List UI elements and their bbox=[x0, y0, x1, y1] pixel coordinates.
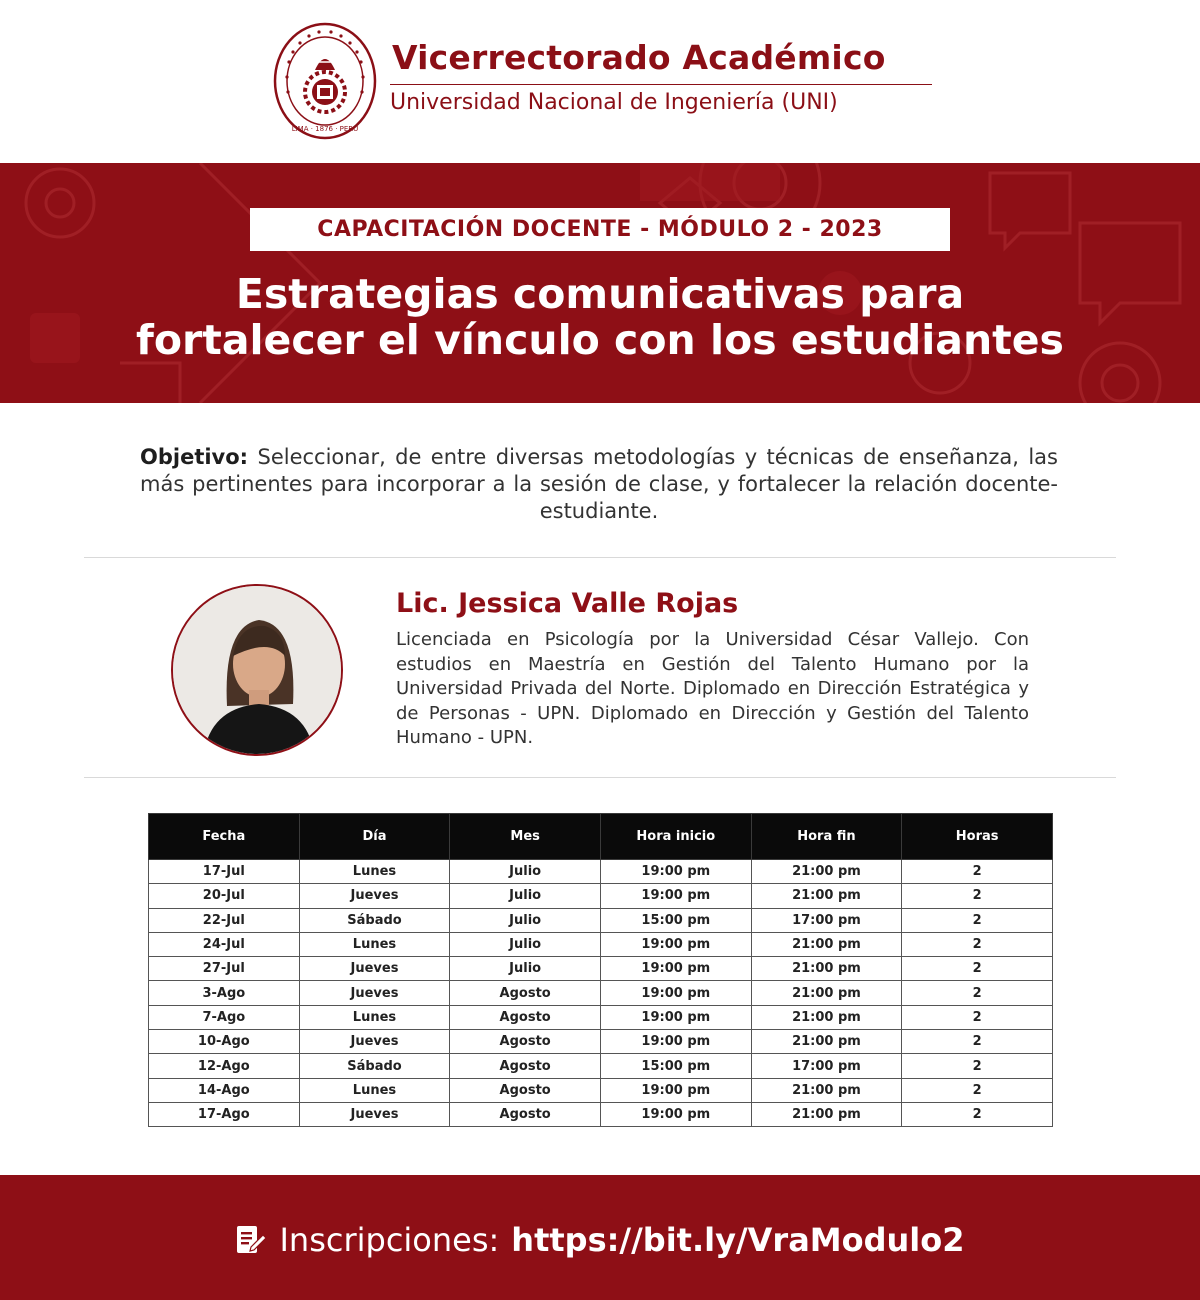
cell-horas: 2 bbox=[902, 1054, 1053, 1078]
table-row bbox=[149, 932, 1053, 956]
table-row bbox=[149, 1030, 1053, 1054]
column-header-horas: Horas bbox=[902, 814, 1053, 860]
cell-mes: Agosto bbox=[450, 1054, 601, 1078]
module-badge-text: CAPACITACIÓN DOCENTE - MÓDULO 2 - 2023 bbox=[317, 217, 883, 242]
footer-banner bbox=[0, 1175, 1200, 1300]
cell-hora-inicio: 19:00 pm bbox=[600, 957, 751, 981]
cell-fecha: 3-Ago bbox=[149, 981, 300, 1005]
cell-hora-inicio: 15:00 pm bbox=[600, 1054, 751, 1078]
svg-text:LIMA · 1876 · PERÚ: LIMA · 1876 · PERÚ bbox=[291, 125, 359, 133]
speaker-portrait-illustration bbox=[173, 586, 343, 756]
cell-mes: Agosto bbox=[450, 1102, 601, 1126]
cell-horas: 2 bbox=[902, 932, 1053, 956]
cell-hora-fin: 21:00 pm bbox=[751, 957, 902, 981]
cell-horas: 2 bbox=[902, 908, 1053, 932]
table-row bbox=[149, 908, 1053, 932]
cell-hora-fin: 21:00 pm bbox=[751, 981, 902, 1005]
cell-dia: Sábado bbox=[299, 1054, 450, 1078]
header-subtitle: Universidad Nacional de Ingeniería (UNI) bbox=[390, 90, 838, 115]
cell-dia: Jueves bbox=[299, 981, 450, 1005]
table-row bbox=[149, 1005, 1053, 1029]
cell-horas: 2 bbox=[902, 884, 1053, 908]
speaker-bio: Licenciada en Psicología por la Universidad César Vallejo. Con estudios en Maestría en Gestión del Talento Humano por la Universidad Privada del Norte. Diplomado en Dirección Estratégica y de Personas - UPN. Diplomado en Dirección y Gestión del Talento Humano - UPN. bbox=[396, 629, 1029, 748]
cell-dia: Sábado bbox=[299, 908, 450, 932]
cell-horas: 2 bbox=[902, 981, 1053, 1005]
cell-fecha: 22-Jul bbox=[149, 908, 300, 932]
cell-hora-fin: 21:00 pm bbox=[751, 1078, 902, 1102]
cell-hora-inicio: 19:00 pm bbox=[600, 1102, 751, 1126]
column-header-hora-inicio: Hora inicio bbox=[600, 814, 751, 860]
header-title: Vicerrectorado Académico bbox=[392, 38, 886, 77]
section-divider bbox=[84, 777, 1116, 778]
section-divider bbox=[84, 557, 1116, 558]
table-row bbox=[149, 957, 1053, 981]
cell-fecha: 27-Jul bbox=[149, 957, 300, 981]
cell-hora-inicio: 19:00 pm bbox=[600, 860, 751, 884]
cell-hora-fin: 21:00 pm bbox=[751, 1005, 902, 1029]
cell-dia: Jueves bbox=[299, 1102, 450, 1126]
university-seal-logo bbox=[273, 22, 377, 140]
objective-label: Objetivo: bbox=[140, 445, 249, 469]
schedule-table bbox=[148, 813, 1053, 1127]
edit-form-icon bbox=[235, 1223, 267, 1257]
speaker-name: Lic. Jessica Valle Rojas bbox=[396, 588, 739, 619]
header-divider bbox=[390, 84, 932, 85]
registration-link[interactable]: https://bit.ly/VraModulo2 bbox=[511, 1220, 965, 1259]
column-header-fecha: Fecha bbox=[149, 814, 300, 860]
table-row bbox=[149, 860, 1053, 884]
column-header-mes: Mes bbox=[450, 814, 601, 860]
cell-dia: Lunes bbox=[299, 860, 450, 884]
cell-dia: Lunes bbox=[299, 932, 450, 956]
cell-mes: Julio bbox=[450, 908, 601, 932]
cell-mes: Julio bbox=[450, 932, 601, 956]
registration-cta bbox=[235, 1221, 964, 1259]
cell-hora-inicio: 19:00 pm bbox=[600, 932, 751, 956]
table-row bbox=[149, 1054, 1053, 1078]
cell-mes: Agosto bbox=[450, 1030, 601, 1054]
cell-horas: 2 bbox=[902, 1102, 1053, 1126]
cell-hora-fin: 21:00 pm bbox=[751, 884, 902, 908]
cell-fecha: 20-Jul bbox=[149, 884, 300, 908]
cell-mes: Julio bbox=[450, 957, 601, 981]
cell-hora-fin: 21:00 pm bbox=[751, 1030, 902, 1054]
cell-mes: Agosto bbox=[450, 981, 601, 1005]
course-title-line2: fortalecer el vínculo con los estudiantes bbox=[136, 316, 1064, 364]
objective-text: Seleccionar, de entre diversas metodologías y técnicas de enseñanza, las más pertinentes para incorporar a la sesión de clase, y fortalecer la relación docente-estudiante. bbox=[140, 445, 1058, 523]
cell-dia: Lunes bbox=[299, 1078, 450, 1102]
cell-fecha: 14-Ago bbox=[149, 1078, 300, 1102]
table-row bbox=[149, 884, 1053, 908]
cell-hora-fin: 21:00 pm bbox=[751, 1102, 902, 1126]
table-row bbox=[149, 1102, 1053, 1126]
cell-dia: Jueves bbox=[299, 957, 450, 981]
table-row bbox=[149, 1078, 1053, 1102]
cell-hora-fin: 21:00 pm bbox=[751, 932, 902, 956]
cell-mes: Julio bbox=[450, 884, 601, 908]
cell-dia: Jueves bbox=[299, 1030, 450, 1054]
cell-hora-inicio: 19:00 pm bbox=[600, 1030, 751, 1054]
table-row bbox=[149, 981, 1053, 1005]
cell-hora-fin: 17:00 pm bbox=[751, 908, 902, 932]
cell-horas: 2 bbox=[902, 1005, 1053, 1029]
cell-hora-inicio: 19:00 pm bbox=[600, 884, 751, 908]
cell-mes: Agosto bbox=[450, 1078, 601, 1102]
cell-mes: Julio bbox=[450, 860, 601, 884]
cell-fecha: 17-Ago bbox=[149, 1102, 300, 1126]
cell-mes: Agosto bbox=[450, 1005, 601, 1029]
cell-fecha: 7-Ago bbox=[149, 1005, 300, 1029]
cell-fecha: 17-Jul bbox=[149, 860, 300, 884]
cell-hora-fin: 21:00 pm bbox=[751, 860, 902, 884]
cell-dia: Lunes bbox=[299, 1005, 450, 1029]
cell-hora-inicio: 15:00 pm bbox=[600, 908, 751, 932]
cell-hora-fin: 17:00 pm bbox=[751, 1054, 902, 1078]
cell-dia: Jueves bbox=[299, 884, 450, 908]
cell-horas: 2 bbox=[902, 957, 1053, 981]
cell-hora-inicio: 19:00 pm bbox=[600, 1005, 751, 1029]
course-title-line1: Estrategias comunicativas para bbox=[235, 270, 965, 318]
course-title bbox=[0, 271, 1200, 363]
cell-hora-inicio: 19:00 pm bbox=[600, 981, 751, 1005]
table-header-row bbox=[149, 814, 1053, 860]
cell-horas: 2 bbox=[902, 1030, 1053, 1054]
registration-label: Inscripciones: bbox=[279, 1220, 500, 1259]
module-badge bbox=[250, 208, 950, 251]
objective-paragraph bbox=[140, 444, 1058, 525]
cell-horas: 2 bbox=[902, 860, 1053, 884]
cell-fecha: 24-Jul bbox=[149, 932, 300, 956]
cell-horas: 2 bbox=[902, 1078, 1053, 1102]
column-header-hora-fin: Hora fin bbox=[751, 814, 902, 860]
cell-hora-inicio: 19:00 pm bbox=[600, 1078, 751, 1102]
header bbox=[0, 0, 1200, 163]
hero-banner bbox=[0, 163, 1200, 403]
cell-fecha: 12-Ago bbox=[149, 1054, 300, 1078]
column-header-dia: Día bbox=[299, 814, 450, 860]
cell-fecha: 10-Ago bbox=[149, 1030, 300, 1054]
speaker-photo bbox=[171, 584, 343, 756]
